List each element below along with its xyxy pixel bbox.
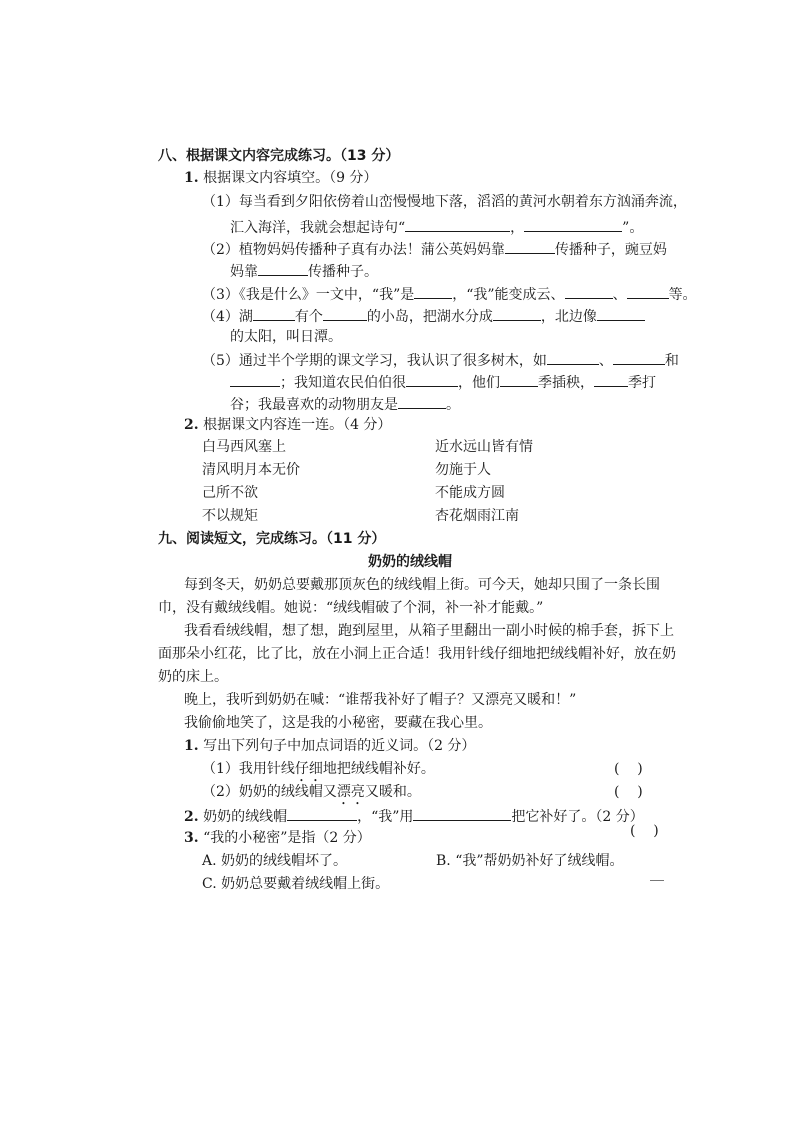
story-para-1-line1: 每到冬天，奶奶总要戴那顶灰色的绒线帽上街。可今天，她却只围了一条长围 [184,577,660,593]
match-left-3[interactable]: 己所不欲 [202,485,258,501]
s8-q1-item5-line1 [202,350,679,370]
item5-text-b: 、 [598,353,613,369]
s9-q3-number: 3. [184,830,199,846]
answer-paren-1[interactable]: ( ) [614,761,643,777]
item3-text-a: （3）《我是什么》一文中，“我”是 [202,287,415,303]
pea-blank[interactable] [258,261,308,276]
match-left-2[interactable]: 清风明月本无价 [202,462,300,478]
dotted-word-1: 仔细 [294,761,323,777]
item5-tree-blank-1[interactable] [547,350,599,365]
item2-text: （2）植物妈妈传播种子真有办法！蒲公英妈妈靠 [202,242,505,258]
option-b[interactable]: B. “我”帮奶奶补好了绒线帽。 [436,853,624,869]
item4-text-a: （4）湖 [202,309,253,325]
item5b-text-d: 季打 [628,375,656,391]
s9-q1-a-text: （1）我用针线 [202,761,295,777]
s8-q2-title: 根据课文内容连一连。（4 分） [203,417,392,433]
match-right-2[interactable]: 勿施于人 [435,462,491,478]
item5c-text-b: 。 [446,397,460,413]
s9-q1-b-text: （2）奶奶的绒线帽又 [202,784,337,800]
match-left-4[interactable]: 不以规矩 [202,508,258,524]
option-c[interactable]: C. 奶奶总要戴着绒线帽上街。 [202,876,390,892]
story-para-2-line3: 奶的床上。 [158,669,228,685]
match-right-1[interactable]: 近水远山皆有情 [435,439,533,455]
s8-q1-item3 [202,284,697,304]
item3-blank-1[interactable] [414,284,452,299]
page-mark [650,880,664,881]
match-right-4[interactable]: 杏花烟雨江南 [435,508,519,524]
story-para-2-line1: 我看看绒线帽，想了想，跑到屋里，从箱子里翻出一副小时候的棉手套，拆下上 [184,623,674,639]
s9-q1-item1 [202,760,435,785]
match-right-3[interactable]: 不能成方圆 [435,485,505,501]
option-a[interactable]: A. 奶奶的绒线帽坏了。 [202,853,348,869]
item5-text-a: （5）通过半个学期的课文学习，我认识了很多树木，如 [202,353,547,369]
s8-q1-title: 根据课文内容填空。（9 分） [203,170,378,186]
item4-blank-1[interactable] [253,306,295,321]
s8-q1-item1-line2 [230,217,643,237]
s9-q1-a-text-post: 地把绒线帽补好。 [322,761,435,777]
answer-paren-3[interactable]: ( ) [630,823,659,839]
item3-text-c: 、 [612,287,627,303]
s9-q1-number: 1. [184,738,199,754]
s9-q1-heading [184,737,475,755]
dotted-word-2: 漂亮 [336,784,365,800]
s9-q2-number: 2. [184,809,199,825]
s9-q3-heading [184,829,371,847]
s9-q1-b-text-post: 又暖和。 [364,784,421,800]
item3-blank-3[interactable] [627,284,669,299]
s8-q1-item2-line2 [230,261,378,281]
item4-text-d: ，北边像 [540,309,597,325]
item5-animal-blank[interactable] [398,394,446,409]
story-para-3: 晚上，我听到奶奶在喊：“谁帮我补好了帽子？又漂亮又暖和！” [184,692,577,708]
s8-q2-number: 2. [184,417,199,433]
story-title: 奶奶的绒线帽 [368,554,452,570]
s8-q1-item5-line3 [230,394,460,414]
s8-q1-item2-line1 [202,239,667,259]
s8-q2-heading [184,416,391,434]
s8-q1-item5-line2 [230,372,656,392]
s8-q1-number: 1. [184,170,199,186]
item2b-text: 妈靠 [230,264,258,280]
s8-q1-item4-line1 [202,306,645,326]
s8-q1-item4-line2: 的太阳，叫日潭。 [230,329,342,345]
section-9-title: 九、阅读短文，完成练习。（11 分） [158,531,386,547]
item5-text-c: 和 [664,353,679,369]
item3-text-b: ，“我”能变成云、 [452,287,565,303]
section-8-title: 八、根据课文内容完成练习。（13 分） [158,148,400,164]
item5b-text-a: ；我知道农民伯伯很 [280,375,406,391]
item2-text-post: 传播种子，豌豆妈 [554,242,667,258]
item5-tree-blank-3[interactable] [230,372,280,387]
s9-q2-text-c: 把它补好了。（2 分） [511,809,644,825]
s9-q3-title: “我的小秘密”是指（2 分） [203,830,371,846]
s9-q2-text-a: 奶奶的绒线帽 [203,809,288,825]
s9-q2-text-b: ，“我”用 [357,809,414,825]
match-left-1[interactable]: 白马西风塞上 [202,439,286,455]
item4-blank-2[interactable] [323,306,367,321]
item3-blank-2[interactable] [565,284,613,299]
poem-blank-2[interactable] [524,217,622,232]
story-para-2-line2: 面那朵小红花，比了比，放在小洞上正合适！我用针线仔细地把绒线帽补好，放在奶 [158,646,676,662]
s9-q2-blank-1[interactable] [287,806,357,821]
item4-blank-4[interactable] [597,306,645,321]
item5b-text-c: 季插秧， [538,375,594,391]
item2b-text-post: 传播种子。 [308,264,378,280]
item5-tree-blank-2[interactable] [613,350,665,365]
s8-q1-heading [184,169,377,187]
item5c-text-a: 谷；我最喜欢的动物朋友是 [230,397,398,413]
s8-q1-item1-line1: （1）每当看到夕阳依傍着山峦慢慢地下落，滔滔的黄河水朝着东方汹涌奔流， [202,194,687,210]
item4-text-c: 的小岛，把湖水分成 [366,309,493,325]
item4-text-b: 有个 [294,309,323,325]
item5-season-blank-1[interactable] [500,372,538,387]
item4-blank-3[interactable] [493,306,541,321]
item1-end: ”。 [622,220,644,236]
item1-text: 汇入海洋，我就会想起诗句“ [230,220,406,236]
s9-q1-item2 [202,783,421,808]
item3-text-d: 等。 [668,287,697,303]
dandelion-blank[interactable] [505,239,555,254]
story-para-4: 我偷偷地笑了，这是我的小秘密，要藏在我心里。 [184,715,492,731]
answer-paren-2[interactable]: ( ) [614,784,643,800]
poem-blank-1[interactable] [405,217,510,232]
s9-q2-blank-2[interactable] [413,806,511,821]
item5-season-blank-2[interactable] [594,372,628,387]
item5-farmer-blank[interactable] [406,372,458,387]
s9-q1-title: 写出下列句子中加点词语的近义词。（2 分） [203,738,476,754]
item5b-text-b: ，他们 [458,375,500,391]
s9-q2 [184,806,644,826]
item1-comma: ， [510,220,525,236]
story-para-1-line2: 巾，没有戴绒线帽。她说：“绒线帽破了个洞，补一补才能戴。” [158,600,544,616]
